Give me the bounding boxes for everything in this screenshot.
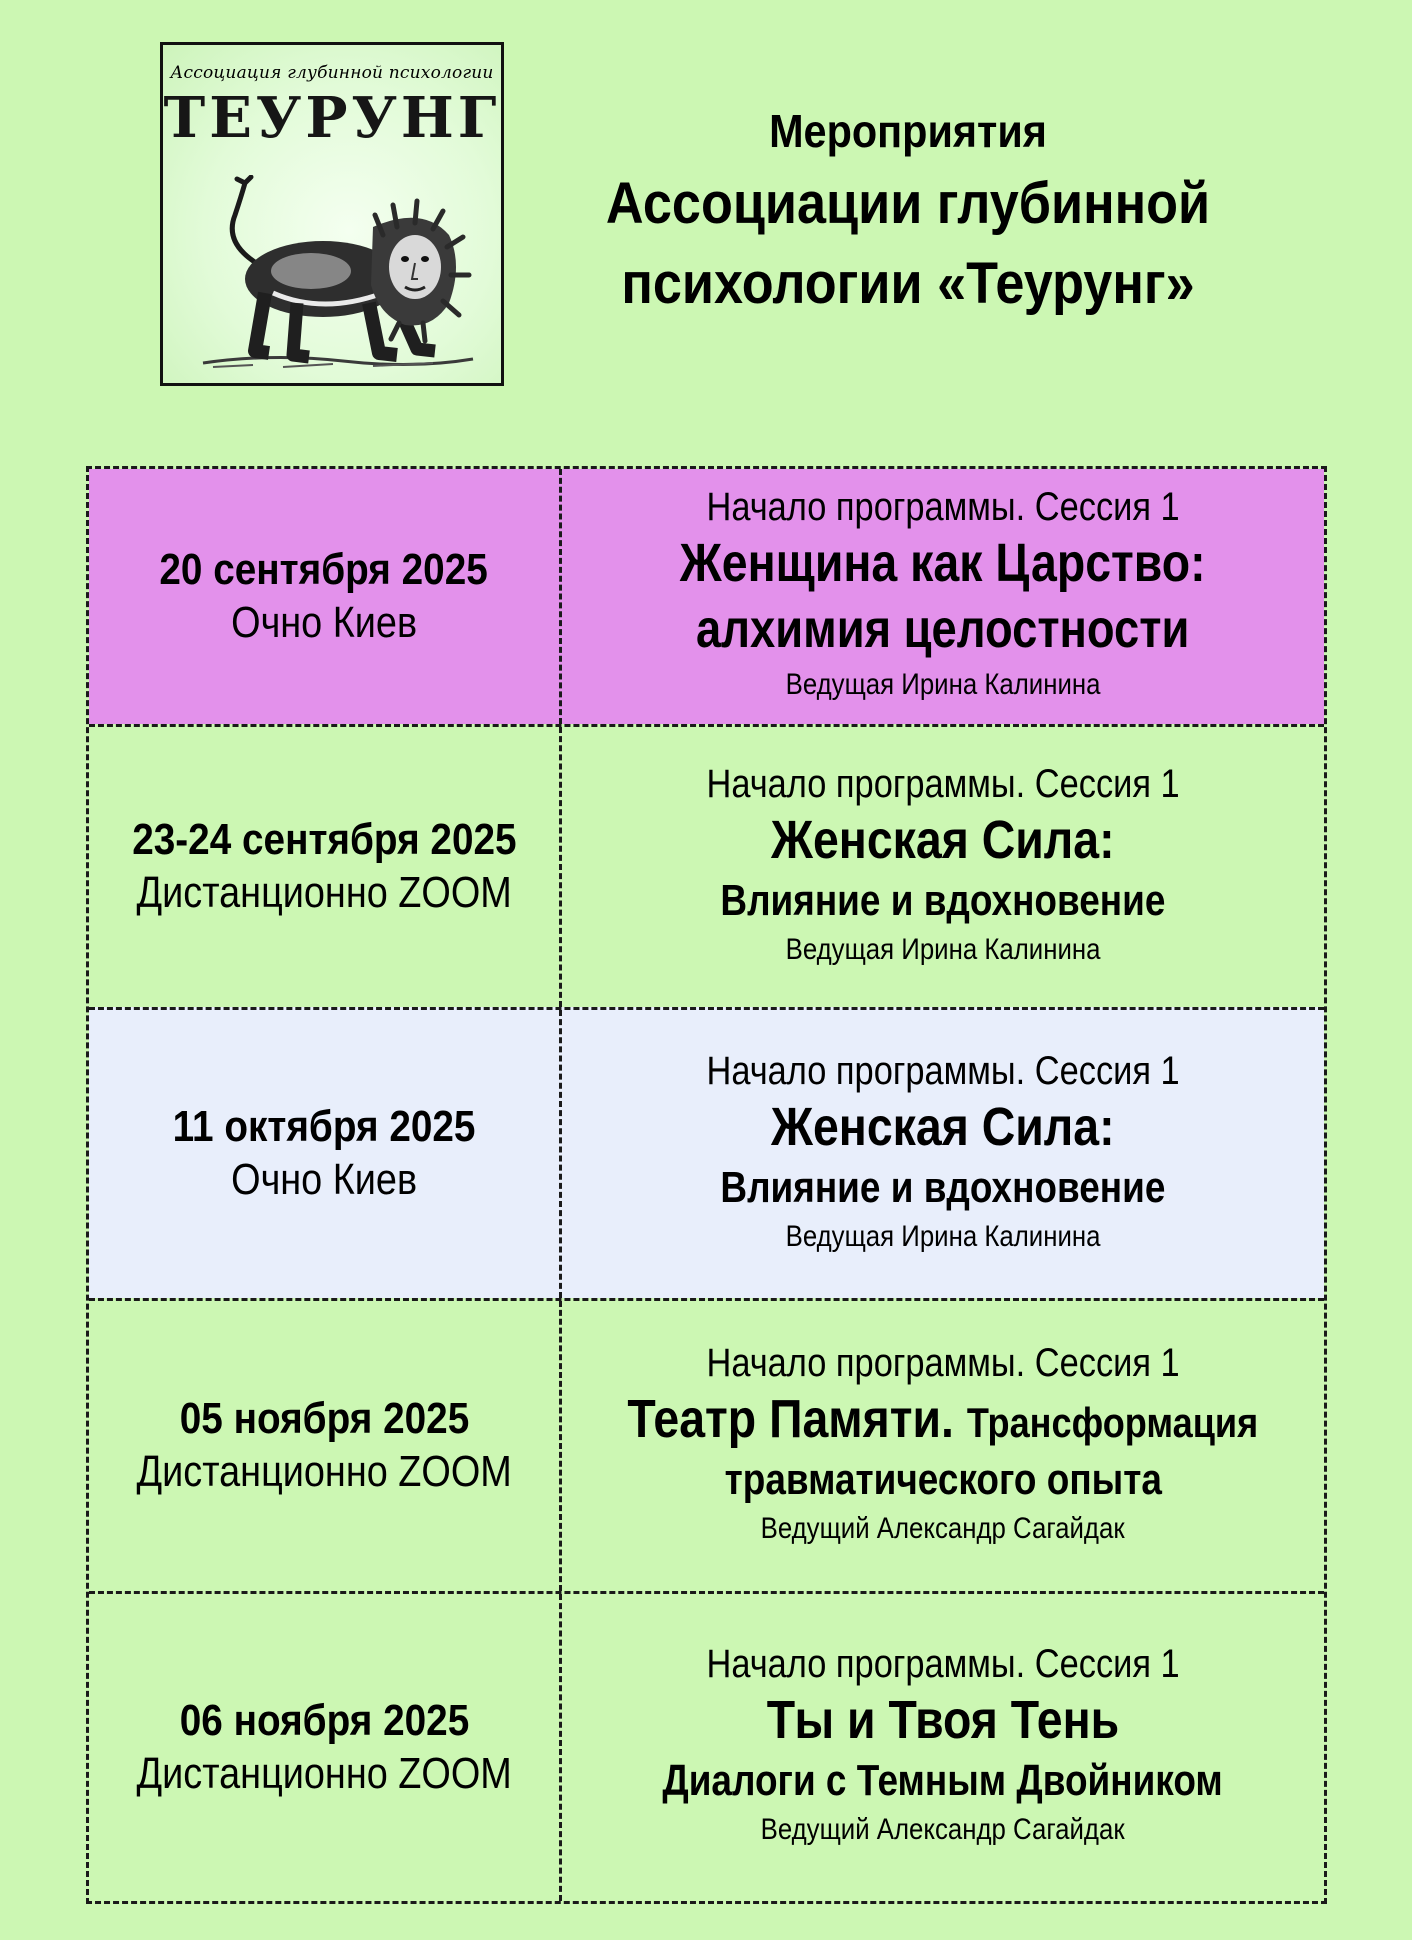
table-row (89, 724, 1324, 1007)
event-title: Женщина как Царство: (680, 533, 1206, 594)
event-info-cell (562, 1301, 1324, 1591)
lion-figure-icon (193, 175, 477, 375)
event-subtitle: Влияние и вдохновение (720, 875, 1166, 925)
event-title: Театр Памяти. (627, 1388, 955, 1449)
event-session: Начало программы. Сессия 1 (706, 761, 1180, 806)
event-date: 05 ноября 2025 (179, 1394, 469, 1444)
event-date: 11 октября 2025 (172, 1102, 476, 1152)
event-info-cell (562, 469, 1324, 724)
event-title-line (628, 1388, 1259, 1452)
association-logo (160, 42, 504, 386)
event-date-cell (89, 727, 562, 1007)
page-title-line-3: психологии «Теурунг» (621, 251, 1195, 316)
logo-subtitle: Ассоциация глубинной психологии (170, 63, 494, 83)
page-title-line-2: Ассоциации глубинной (605, 171, 1211, 236)
event-host: Ведущая Ирина Калинина (785, 1219, 1101, 1253)
event-host: Ведущий Александр Сагайдак (761, 1813, 1125, 1847)
event-host: Ведущая Ирина Калинина (785, 668, 1101, 702)
event-session: Начало программы. Сессия 1 (706, 485, 1180, 530)
event-date: 23-24 сентября 2025 (131, 815, 517, 865)
table-row (89, 1007, 1324, 1298)
event-date: 20 сентября 2025 (159, 544, 489, 594)
events-schedule-table (86, 466, 1327, 1904)
event-title: Женская Сила: (771, 809, 1115, 870)
event-place: Очно Киев (231, 1155, 417, 1204)
event-host: Ведущая Ирина Калинина (785, 932, 1101, 966)
event-subtitle: Диалоги с Темным Двойником (662, 1756, 1224, 1806)
page-title-line-1: Мероприятия (769, 105, 1047, 157)
event-date-cell (89, 469, 562, 724)
event-host: Ведущий Александр Сагайдак (761, 1511, 1125, 1545)
event-title: Женская Сила: (771, 1096, 1115, 1157)
event-info-cell (562, 1010, 1324, 1298)
event-date-cell (89, 1010, 562, 1298)
event-subtitle: травматического опыта (724, 1454, 1162, 1504)
event-subtitle: алхимия целостности (696, 598, 1190, 659)
event-date-cell (89, 1594, 562, 1901)
event-title: Ты и Твоя Тень (766, 1690, 1120, 1751)
event-info-cell (562, 1594, 1324, 1901)
event-place: Дистанционно ZOOM (136, 1748, 512, 1798)
event-title-extra: Трансформация (967, 1398, 1259, 1446)
event-place: Очно Киев (231, 597, 417, 647)
event-subtitle: Влияние и вдохновение (720, 1162, 1166, 1212)
event-place: Дистанционно ZOOM (136, 868, 512, 917)
event-session: Начало программы. Сессия 1 (706, 1340, 1180, 1385)
table-row (89, 1591, 1324, 1901)
event-place: Дистанционно ZOOM (136, 1447, 512, 1496)
table-row (89, 1298, 1324, 1591)
event-date: 06 ноября 2025 (179, 1695, 469, 1745)
event-info-cell (562, 727, 1324, 1007)
event-date-cell (89, 1301, 562, 1591)
event-session: Начало программы. Сессия 1 (706, 1048, 1180, 1093)
table-row (89, 469, 1324, 724)
logo-name: ТЕУРУНГ (163, 85, 501, 151)
event-session: Начало программы. Сессия 1 (706, 1642, 1180, 1687)
